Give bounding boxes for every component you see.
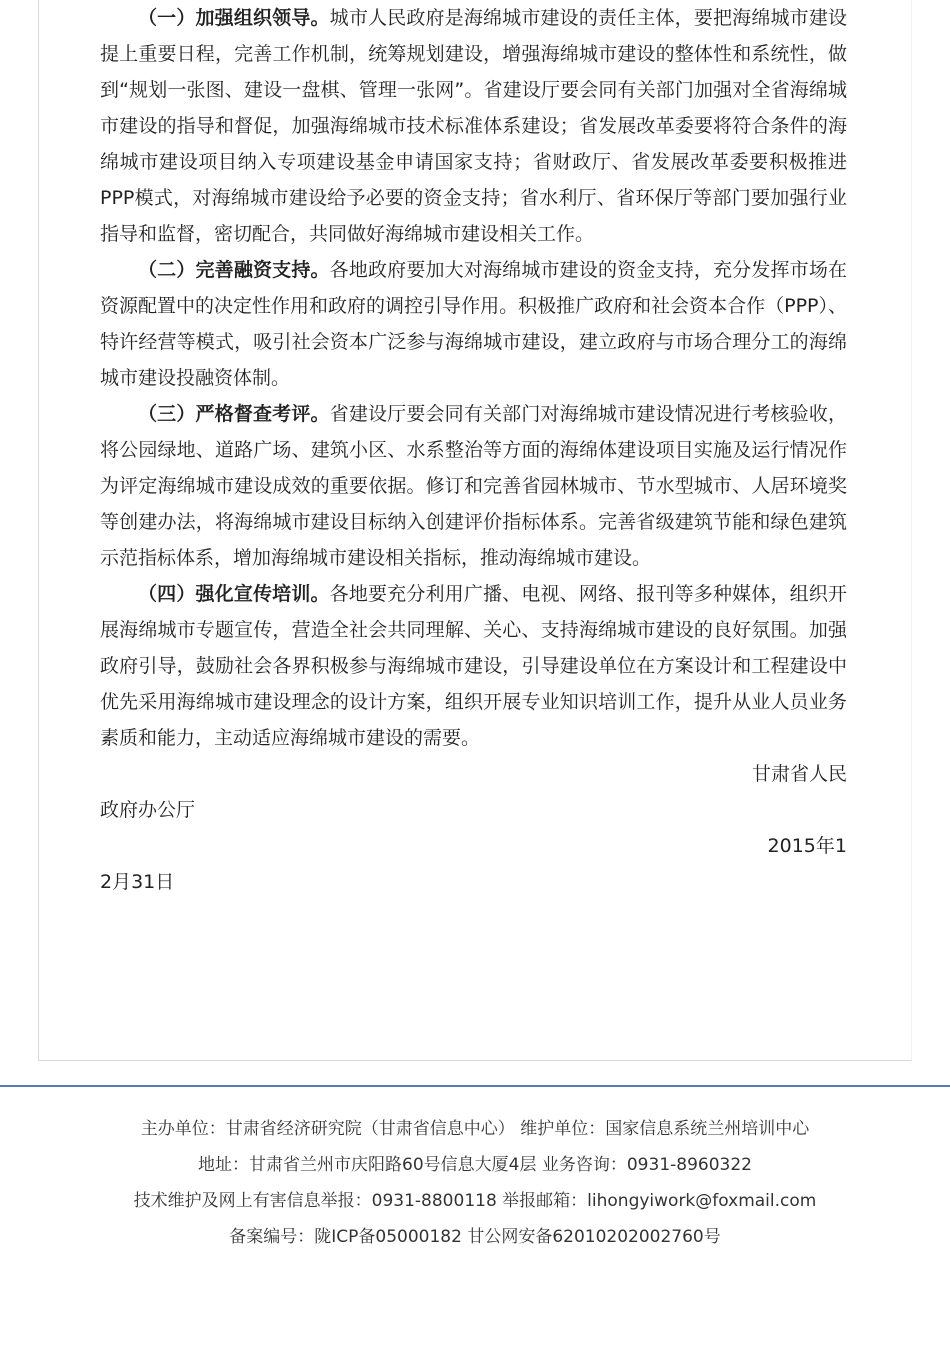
footer-sponsor: 主办单位：甘肃省经济研究院（甘肃省信息中心） 维护单位：国家信息系统兰州培训中心 — [140, 1119, 810, 1139]
footer-icp-record: 备案编号：陇ICP备05000182 甘公网安备62010202002760号 — [229, 1227, 721, 1247]
paragraph-organization — [100, 0, 847, 252]
site-footer — [0, 1111, 950, 1255]
paragraph-publicity — [100, 576, 847, 756]
article-body — [100, 0, 847, 900]
footer-report-contact: 技术维护及网上有害信息举报：0931-8800118 举报邮箱：lihongyiwork@foxmail.com — [133, 1191, 817, 1211]
paragraph-text: 省建设厅要会同有关部门对海绵城市建设情况进行考核验收，将公园绿地、道路广场、建筑小区、水系整治等方面的海绵体建设项目实施及运行情况作为评定海绵城市建设成效的重要依据。修订和完善省园林城市、节水型城市、人居环境奖等创建办法，将海绵城市建设目标纳入创建评价指标体系。完善省级建筑节能和绿色建筑示范指标体系，增加海绵城市建设相关指标，推动海绵城市建设。 — [100, 403, 847, 569]
signature-org-line2: 政府办公厅 — [100, 799, 196, 821]
signature-date-line2: 2月31日 — [100, 871, 175, 893]
paragraph-heading: （四）强化宣传培训。 — [138, 583, 330, 605]
paragraph-heading: （一）加强组织领导。 — [138, 7, 330, 29]
signature-date-line1: 2015年1 — [767, 835, 847, 857]
footer-divider — [0, 1085, 950, 1087]
paragraph-supervision — [100, 396, 847, 576]
paragraph-heading: （二）完善融资支持。 — [138, 259, 330, 281]
paragraph-heading: （三）严格督查考评。 — [138, 403, 330, 425]
paragraph-text: 各地政府要加大对海绵城市建设的资金支持，充分发挥市场在资源配置中的决定性作用和政府的调控引导作用。积极推广政府和社会资本合作（PPP）、特许经营等模式，吸引社会资本广泛参与海绵城市建设，建立政府与市场合理分工的海绵城市建设投融资体制。 — [100, 259, 847, 389]
paragraph-text: 城市人民政府是海绵城市建设的责任主体，要把海绵城市建设提上重要日程，完善工作机制，统筹规划建设，增强海绵城市建设的整体性和系统性，做到“规划一张图、建设一盘棋、管理一张网”。省建设厅要会同有关部门加强对全省海绵城市建设的指导和督促，加强海绵城市技术标准体系建设；省发展改革委要将符合条件的海绵城市建设项目纳入专项建设基金申请国家支持；省财政厅、省发展改革委要积极推进PPP模式，对海绵城市建设给予必要的资金支持；省水利厅、省环保厅等部门要加强行业指导和监督，密切配合，共同做好海绵城市建设相关工作。 — [100, 7, 847, 245]
paragraph-financing — [100, 252, 847, 396]
signature-org-line1: 甘肃省人民 — [751, 763, 847, 785]
footer-address: 地址：甘肃省兰州市庆阳路60号信息大厦4层 业务咨询：0931-8960322 — [198, 1155, 752, 1175]
paragraph-text: 各地要充分利用广播、电视、网络、报刊等多种媒体，组织开展海绵城市专题宣传，营造全社会共同理解、关心、支持海绵城市建设的良好氛围。加强政府引导，鼓励社会各界积极参与海绵城市建设，引导建设单位在方案设计和工程建设中优先采用海绵城市建设理念的设计方案，组织开展专业知识培训工作，提升从业人员业务素质和能力，主动适应海绵城市建设的需要。 — [100, 583, 847, 749]
